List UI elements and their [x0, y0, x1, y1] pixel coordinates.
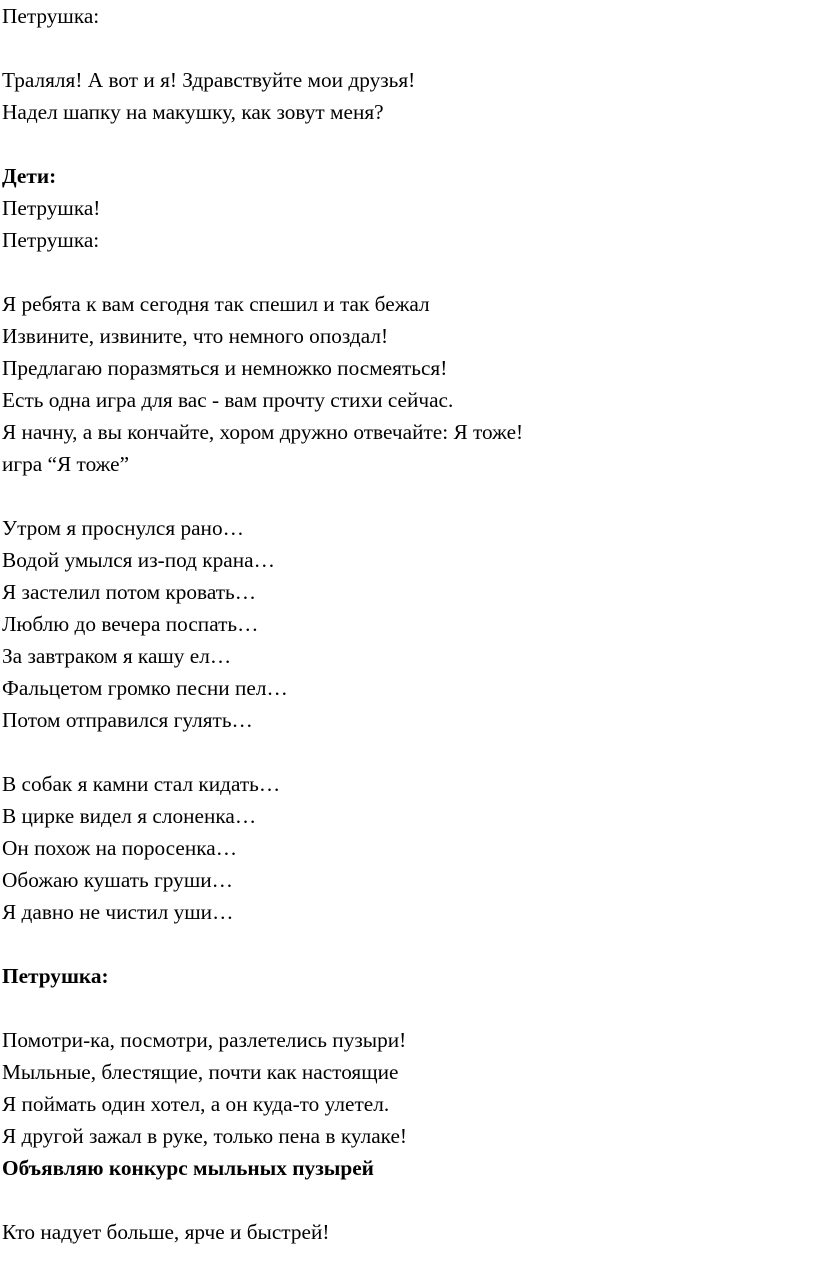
bubbles-line-3: Я поймать один хотел, а он куда-то улетел.: [2, 1092, 390, 1116]
verse-line-7: Я начну, а вы кончайте, хором дружно отвечайте: Я тоже!: [2, 420, 524, 444]
verse-line-5: Предлагаю поразмяться и немножко посмеяться!: [2, 356, 448, 380]
speaker-petrushka-2: Петрушка:: [2, 228, 100, 252]
bubbles-line-4: Я другой зажал в руке, только пена в кулаке!: [2, 1124, 408, 1148]
children-reply: Петрушка!: [2, 196, 101, 220]
speaker-petrushka-3: Петрушка:: [2, 964, 109, 988]
game-line-12: Я давно не чистил уши…: [2, 900, 234, 924]
speaker-children: Дети:: [2, 164, 57, 188]
game-line-4: Люблю до вечера поспать…: [2, 612, 259, 636]
game-line-9: В цирке видел я слоненка…: [2, 804, 257, 828]
speaker-petrushka-1: Петрушка:: [2, 4, 100, 28]
contest-announcement: Объявляю конкурс мыльных пузырей: [2, 1156, 374, 1180]
bubbles-line-5: Кто надует больше, ярче и быстрей!: [2, 1220, 330, 1244]
verse-line-4: Извините, извините, что немного опоздал!: [2, 324, 389, 348]
game-line-7: Потом отправился гулять…: [2, 708, 253, 732]
bubbles-line-1: Помотри-ка, посмотри, разлетелись пузыри!: [2, 1028, 407, 1052]
game-line-1: Утром я проснулся рано…: [2, 516, 244, 540]
verse-line-6: Есть одна игра для вас - вам прочту стихи сейчас.: [2, 388, 454, 412]
verse-line-1: Траляля! А вот и я! Здравствуйте мои друзья!: [2, 68, 416, 92]
game-line-10: Он похож на поросенка…: [2, 836, 237, 860]
game-line-2: Водой умылся из-под крана…: [2, 548, 275, 572]
bubbles-line-2: Мыльные, блестящие, почти как настоящие: [2, 1060, 399, 1084]
game-line-11: Обожаю кушать груши…: [2, 868, 233, 892]
game-title: игра “Я тоже”: [2, 452, 130, 476]
game-line-8: В собак я камни стал кидать…: [2, 772, 281, 796]
game-line-5: За завтраком я кашу ел…: [2, 644, 232, 668]
verse-line-2: Надел шапку на макушку, как зовут меня?: [2, 100, 384, 124]
game-line-6: Фальцетом громко песни пел…: [2, 676, 288, 700]
game-line-3: Я застелил потом кровать…: [2, 580, 257, 604]
verse-line-3: Я ребята к вам сегодня так спешил и так бежал: [2, 292, 430, 316]
